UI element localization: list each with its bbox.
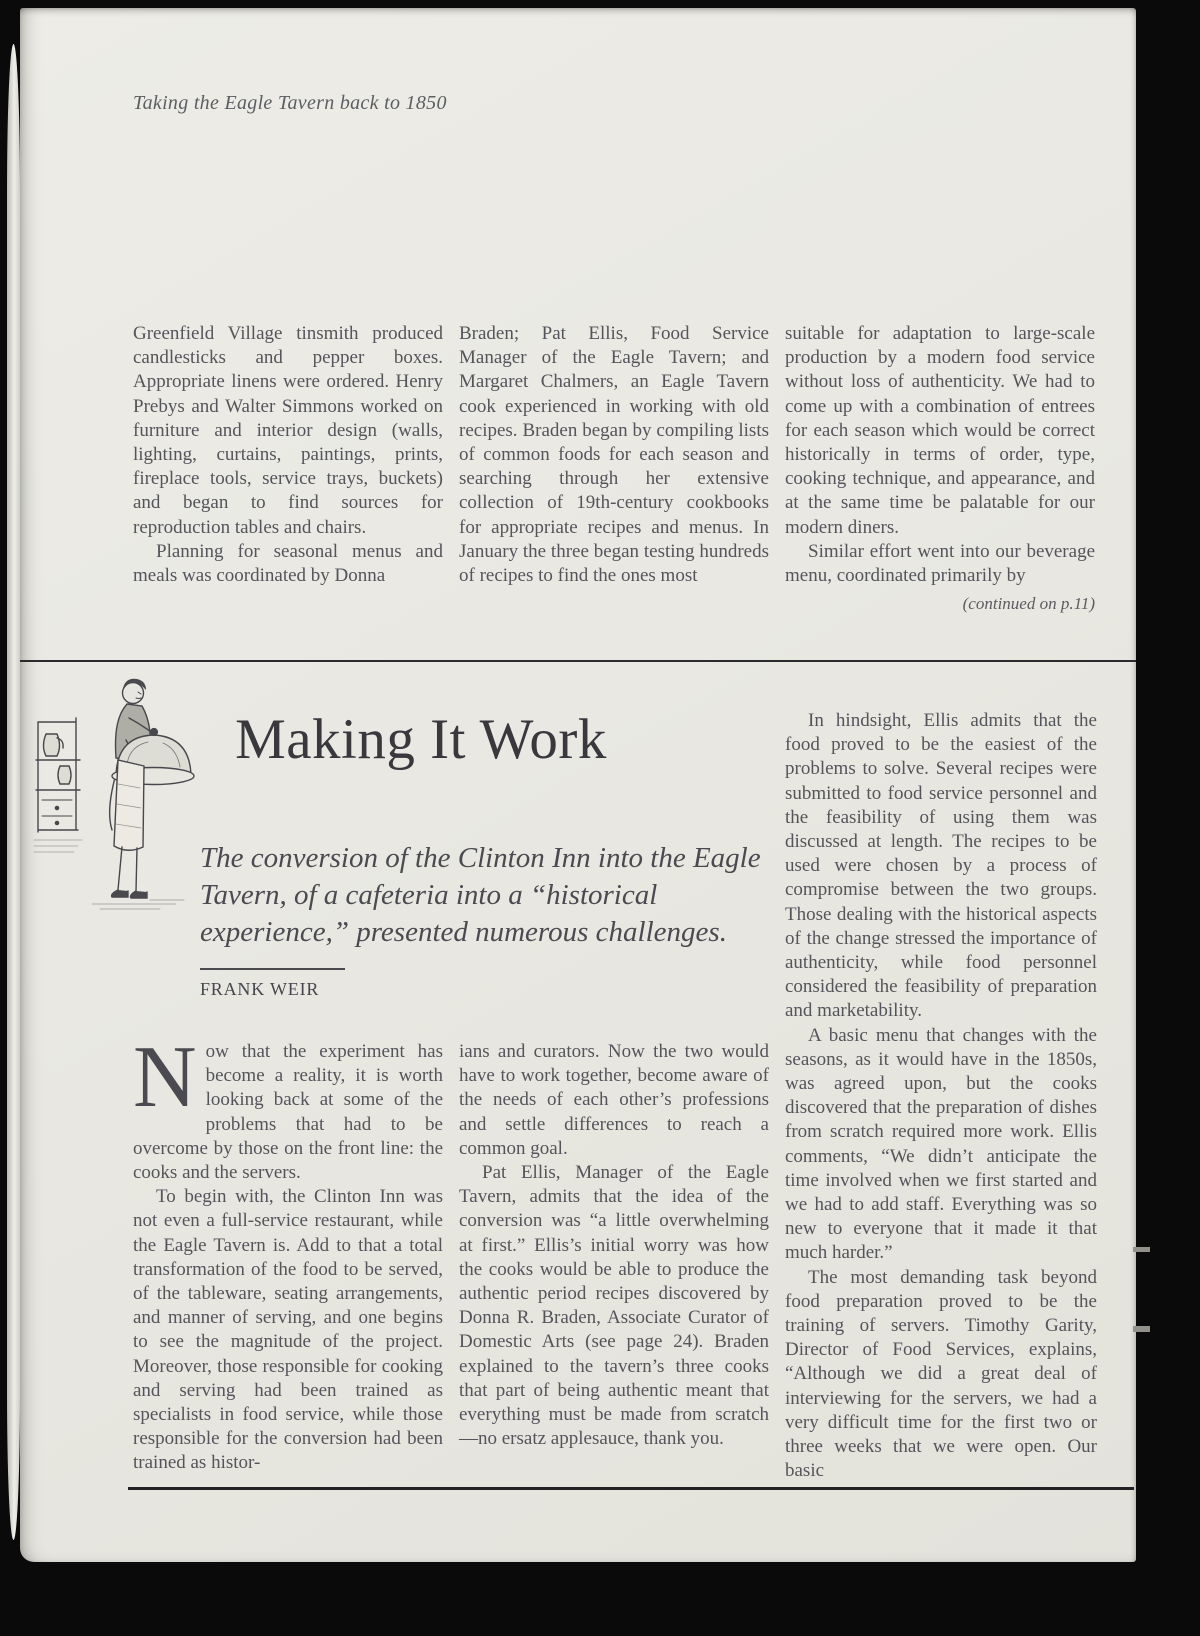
paragraph: Greenfield Village tinsmith produced candlesticks and pepper boxes. Appropriate linens were ordered. Henry Prebys and Walter Simmons worked on furniture and interior design (walls, lighting, curtains, paintings, prints, fireplace tools, service trays, buckets) and began to find sources for reproduction tables and chairs.	[133, 323, 443, 538]
bottom-rule	[128, 1487, 1134, 1490]
article-column-3	[785, 709, 1097, 1484]
paragraph: Braden; Pat Ellis, Food Service Manager of the Eagle Tavern; and Margaret Chalmers, an Eagle Tavern cook experienced in working with old recipes. Braden began by compiling lists of common foods for each season and searching through her extensive collection of 19th-century cookbooks for appropriate recipes and menus. In January the three began testing hundreds of recipes to find the ones most	[459, 323, 769, 587]
article-column-1	[133, 1029, 443, 1476]
scan-edge-artifact	[1133, 1326, 1150, 1332]
paragraph: A basic menu that changes with the seasons, as it would have in the 1850s, was agreed upon, but the cooks discovered that the preparation of dishes from scratch required more work. Ellis comments, “We didn’t anticipate the time involved when we first started and we had to add staff. Everything was so new to everyone that it made it that much harder.”	[785, 1024, 1097, 1264]
byline-rule	[200, 968, 345, 970]
paragraph: ians and curators. Now the two would have to work together, become aware of the needs of each other’s professions and settle differences to reach a common goal.	[459, 1041, 769, 1159]
paragraph: In hindsight, Ellis admits that the food proved to be the easiest of the problems to solve. Several recipes were submitted to food service personnel and the feasibility of using them was discussed at length. The recipes to be used were chosen by a process of compromise between the two groups. Those dealing with the historical aspects of the change stressed the importance of authenticity, while food personnel considered the feasibility of preparation and marketability.	[785, 710, 1097, 1022]
article-making-it-work	[20, 660, 1136, 1497]
page-edge-curl	[7, 44, 20, 1540]
running-head: Taking the Eagle Tavern back to 1850	[133, 92, 447, 114]
top-column-2	[459, 322, 769, 616]
paragraph: Pat Ellis, Manager of the Eagle Tavern, admits that the idea of the conversion was “a little overwhelming at first.” Ellis’s initial worry was how the cooks would be able to produce the authentic period recipes discovered by Donna R. Braden, Associate Curator of Domestic Arts (see page 24). Braden explained to the tavern’s three cooks that part of being authentic meant that everything must be made from scratch—no ersatz applesauce, thank you.	[459, 1162, 769, 1450]
magazine-page	[20, 8, 1136, 1562]
article-title: Making It Work	[235, 708, 607, 771]
paragraph: suitable for adaptation to large-scale production by a modern food service without loss of authenticity. We had to come up with a combination of entrees for each season which would be correct historically in terms of order, type, cooking technique, and appearance, and at the same time be palatable for our modern diners.	[785, 323, 1095, 538]
article-column-2	[459, 1040, 769, 1476]
paragraph: The most demanding task beyond food preparation proved to be the training of servers. Timothy Garity, Director of Food Services, explains, “Although we did a great deal of interviewing for the servers, we had a very difficult time for the first two or three weeks that we were open. Our basic	[785, 1266, 1097, 1482]
continuation-note: (continued on p.11)	[962, 594, 1095, 614]
byline-block	[200, 968, 420, 1000]
waiter-carrying-covered-dish-illustration	[30, 664, 200, 914]
top-column-1	[133, 322, 443, 616]
drop-cap: N	[133, 1029, 197, 1126]
article-body-left-columns	[133, 1029, 769, 1476]
scan-edge-artifact	[1133, 1247, 1150, 1252]
paragraph: Planning for seasonal menus and meals was coordinated by Donna	[133, 540, 443, 587]
article-deck: The conversion of the Clinton Inn into the Eagle Tavern, of a cafeteria into a “historical experience,” presented numerous challenges.	[200, 842, 761, 948]
paragraph-text: ow that the experiment has become a reality, it is worth looking back at some of the problems that had to be overcome by those on the front line: the cooks and the servers.	[133, 1041, 443, 1184]
top-article-columns	[133, 322, 1096, 616]
paragraph: Similar effort went into our beverage menu, coordinated primarily by	[785, 540, 1095, 587]
paragraph-with-dropcap	[133, 1029, 443, 1185]
paragraph: To begin with, the Clinton Inn was not even a full-service restaurant, while the Eagle Tavern is. Add to that a total transformation of the food to be served, of the tableware, seating arrangements, and manner of serving, and one begins to see the magnitude of the project. Moreover, those responsible for cooking and serving had been trained as specialists in food service, while those responsible for the conversion had been trained as histor-	[133, 1186, 443, 1474]
byline: FRANK WEIR	[200, 979, 320, 999]
top-column-3	[785, 322, 1095, 616]
